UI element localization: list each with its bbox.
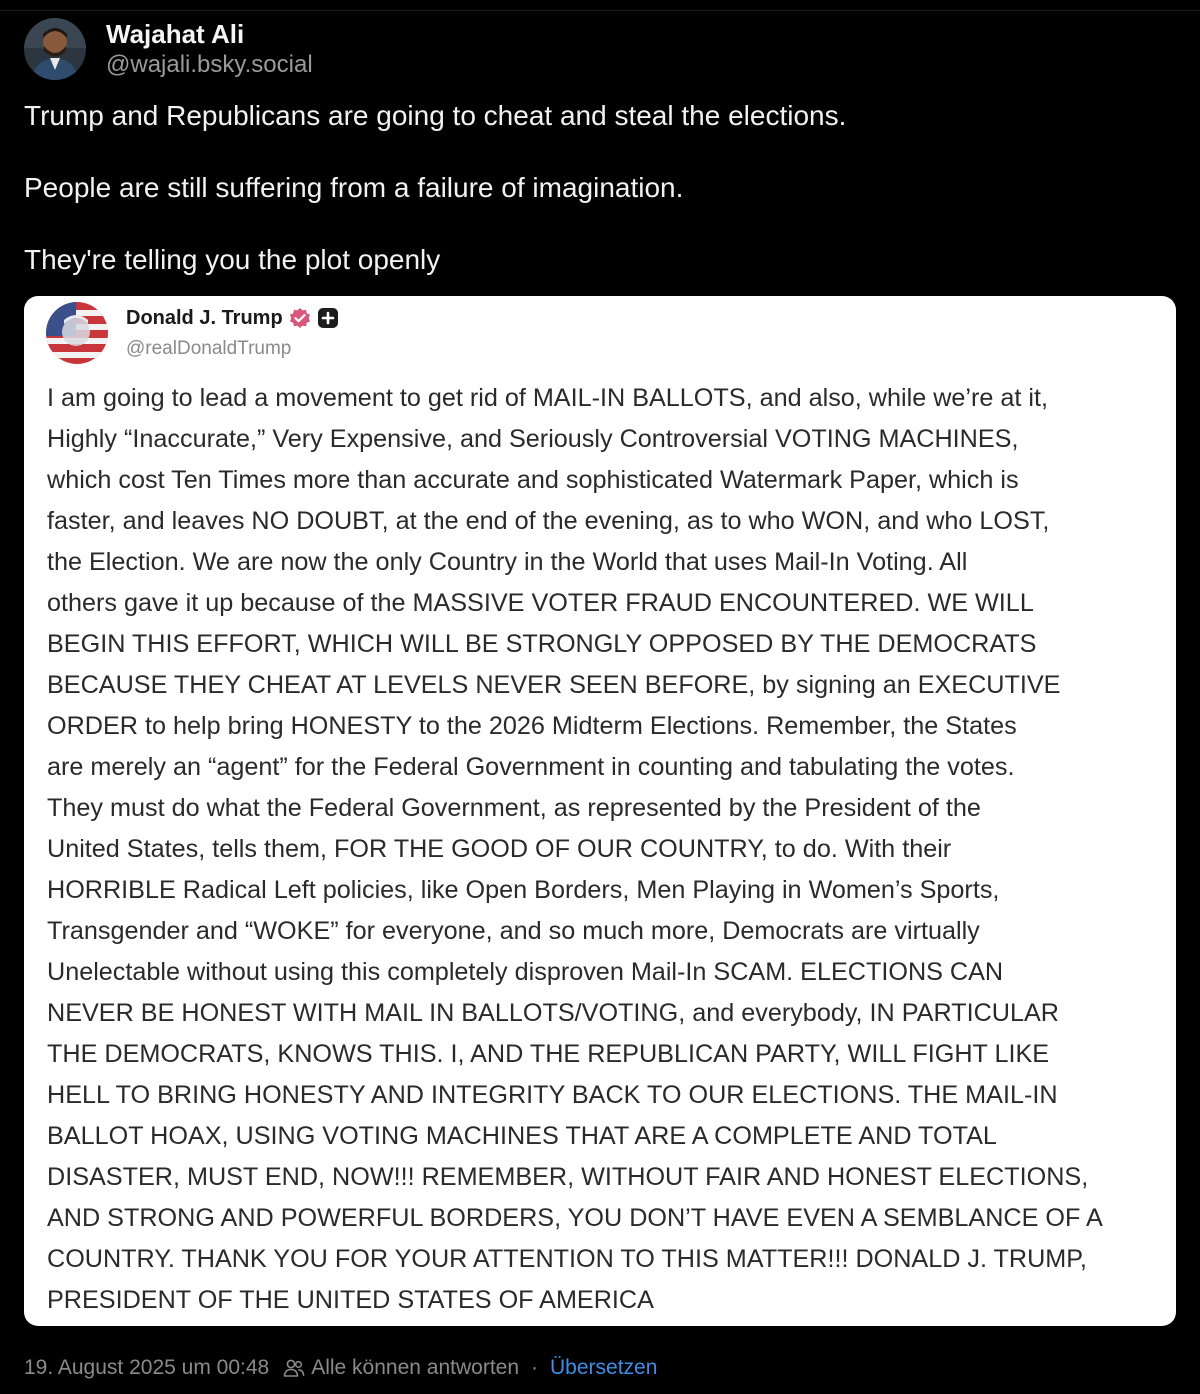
embed-text-line: Transgender and “WOKE” for everyone, and so much more, Democrats are virtually xyxy=(47,917,980,945)
post-paragraph: Trump and Republicans are going to cheat and steal the elections. xyxy=(24,100,847,131)
embed-text-line: the Election. We are now the only Country in the World that uses Mail-In Voting. All xyxy=(47,548,968,576)
translate-link[interactable]: Übersetzen xyxy=(550,1356,658,1379)
embed-avatar xyxy=(46,302,108,364)
author-name[interactable]: Wajahat Ali xyxy=(106,19,245,49)
post-author[interactable] xyxy=(24,16,313,82)
embed-text-line: DISASTER, MUST END, NOW!!! REMEMBER, WITHOUT FAIR AND HONEST ELECTIONS, xyxy=(47,1163,1089,1191)
verified-badge-icon xyxy=(289,307,311,329)
post-paragraph: People are still suffering from a failure of imagination. xyxy=(24,172,684,203)
embed-text-line: BALLOT HOAX, USING VOTING MACHINES THAT ARE A COMPLETE AND TOTAL xyxy=(47,1122,997,1150)
embed-text-line: AND STRONG AND POWERFUL BORDERS, YOU DON’T HAVE EVEN A SEMBLANCE OF A xyxy=(47,1204,1103,1232)
embed-text-line: United States, tells them, FOR THE GOOD OF OUR COUNTRY, to do. With their xyxy=(47,835,952,863)
embed-text-line: BEGIN THIS EFFORT, WHICH WILL BE STRONGLY OPPOSED BY THE DEMOCRATS xyxy=(47,630,1037,658)
embed-body-text xyxy=(47,378,1167,1321)
author-avatar[interactable] xyxy=(24,18,86,80)
embed-text-line: BECAUSE THEY CHEAT AT LEVELS NEVER SEEN BEFORE, by signing an EXECUTIVE xyxy=(47,671,1061,699)
embed-text-line: are merely an “agent” for the Federal Government in counting and tabulating the votes. xyxy=(47,753,1015,781)
embed-text-line: COUNTRY. THANK YOU FOR YOUR ATTENTION TO THIS MATTER!!! DONALD J. TRUMP, xyxy=(47,1245,1087,1273)
post-timestamp[interactable]: 19. August 2025 um 00:48 xyxy=(24,1356,270,1379)
embed-text-line: faster, and leaves NO DOUBT, at the end of the evening, as to who WON, and who LOST, xyxy=(47,507,1050,535)
plus-badge-icon xyxy=(317,307,339,329)
embed-author-name: Donald J. Trump xyxy=(126,306,283,329)
footer-separator: · xyxy=(531,1356,539,1379)
reply-setting[interactable]: Alle können antworten xyxy=(311,1356,520,1379)
embed-text-line: NEVER BE HONEST WITH MAIL IN BALLOTS/VOTING, and everybody, IN PARTICULAR xyxy=(47,999,1059,1027)
embed-author xyxy=(46,302,339,364)
embed-text-line: THE DEMOCRATS, KNOWS THIS. I, AND THE REPUBLICAN PARTY, WILL FIGHT LIKE xyxy=(47,1040,1050,1068)
embed-text-line: ORDER to help bring HONESTY to the 2026 Midterm Elections. Remember, the States xyxy=(47,712,1017,740)
author-handle[interactable]: @wajali.bsky.social xyxy=(106,51,313,78)
embedded-image[interactable] xyxy=(24,296,1176,1326)
embed-text-line: HELL TO BRING HONESTY AND INTEGRITY BACK TO OUR ELECTIONS. THE MAIL-IN xyxy=(47,1081,1058,1109)
embed-text-line: I am going to lead a movement to get rid of MAIL-IN BALLOTS, and also, while we’re at it, xyxy=(47,384,1048,412)
embed-text-line: Unelectable without using this completely disproven Mail-In SCAM. ELECTIONS CAN xyxy=(47,958,1004,986)
embed-text-line: Highly “Inaccurate,” Very Expensive, and Seriously Controversial VOTING MACHINES, xyxy=(47,425,1019,453)
embed-text-line: They must do what the Federal Government, as represented by the President of the xyxy=(47,794,981,822)
people-icon xyxy=(283,1358,305,1378)
embed-text-line: HORRIBLE Radical Left policies, like Open Borders, Men Playing in Women’s Sports, xyxy=(47,876,1000,904)
embed-text-line: others gave it up because of the MASSIVE VOTER FRAUD ENCOUNTERED. WE WILL xyxy=(47,589,1034,617)
post-footer xyxy=(24,1352,657,1384)
post-paragraph: They're telling you the plot openly xyxy=(24,244,441,275)
top-divider xyxy=(0,10,1200,11)
embed-author-handle: @realDonaldTrump xyxy=(126,338,292,359)
embed-text-line: PRESIDENT OF THE UNITED STATES OF AMERICA xyxy=(47,1286,654,1314)
embed-text-line: which cost Ten Times more than accurate and sophisticated Watermark Paper, which is xyxy=(47,466,1019,494)
